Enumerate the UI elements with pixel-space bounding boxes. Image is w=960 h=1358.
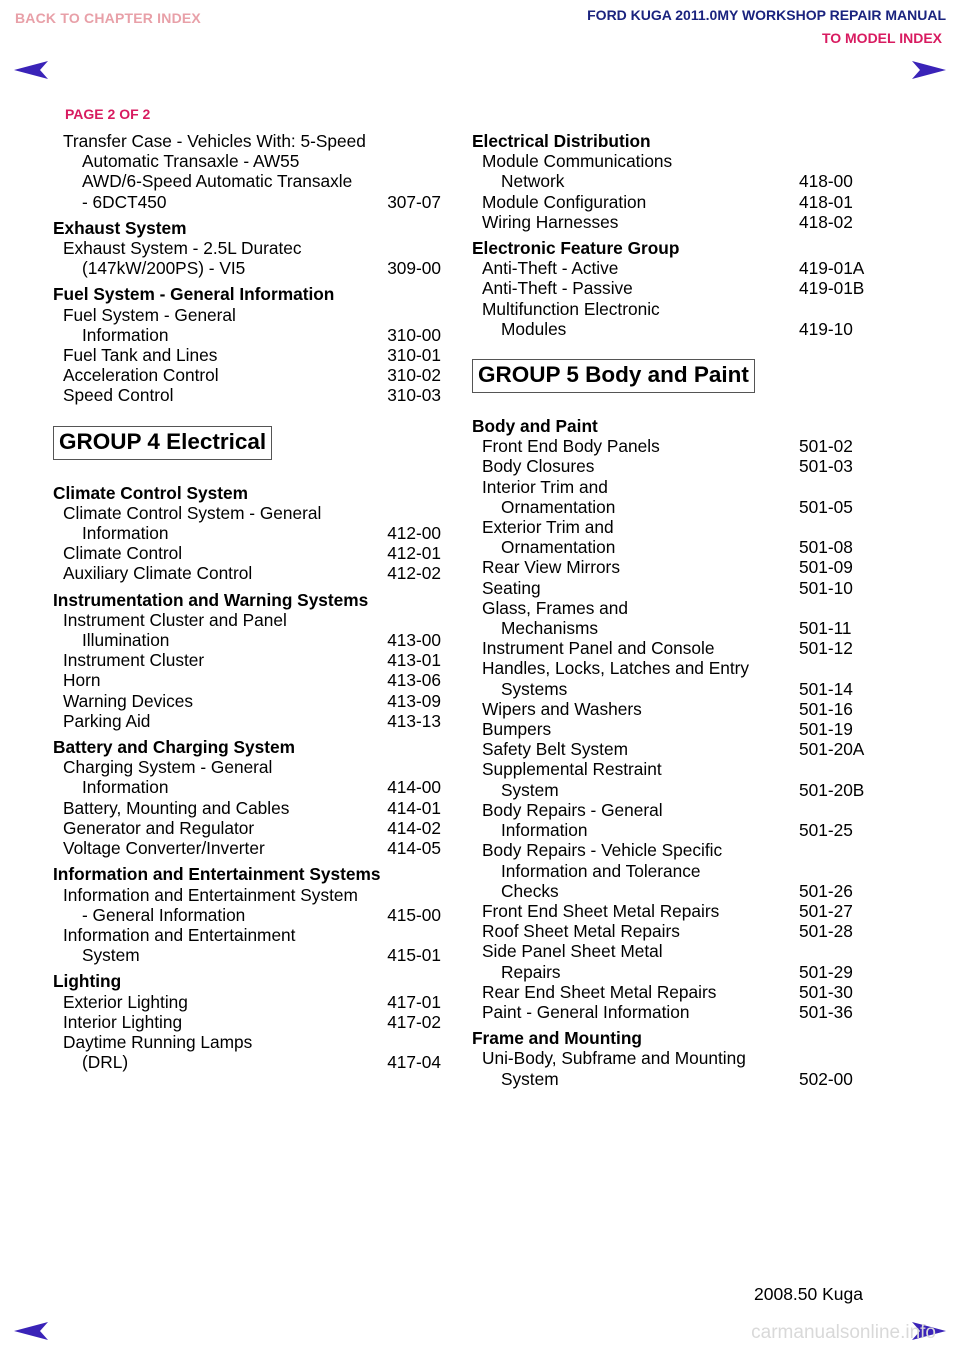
entry-title-line: Anti-Theft - Active — [482, 258, 619, 279]
section-code: 413-06 — [387, 670, 441, 691]
section-code: 501-10 — [799, 577, 853, 598]
index-entry[interactable] — [472, 557, 874, 577]
section-code: 414-05 — [387, 838, 441, 859]
section-code: 412-02 — [387, 563, 441, 584]
entry-title-line: Information — [501, 820, 588, 841]
section-code: 501-12 — [799, 638, 853, 659]
entry-title-line: System — [82, 945, 140, 966]
section-code: 414-02 — [387, 817, 441, 838]
entry-title-line: Horn — [63, 670, 101, 691]
group-title: GROUP 5 Body and Paint — [472, 359, 755, 393]
section-heading: Lighting — [53, 971, 122, 992]
entry-title-line: Exhaust System - 2.5L Duratec — [63, 238, 302, 259]
entry-title-line: Instrument Cluster — [63, 650, 205, 671]
index-entry[interactable] — [472, 982, 874, 1002]
section-code: 502-00 — [799, 1068, 853, 1089]
index-entry[interactable] — [472, 477, 874, 517]
entry-title-line: - 6DCT450 — [82, 191, 167, 212]
entry-title-line: Speed Control — [63, 385, 174, 406]
section-heading: Electrical Distribution — [472, 131, 651, 151]
section-code: 417-01 — [387, 991, 441, 1012]
edition-label: 2008.50 Kuga — [754, 1284, 863, 1304]
index-entry[interactable] — [53, 385, 441, 405]
index-entry[interactable] — [53, 345, 441, 365]
entry-title-line: Acceleration Control — [63, 365, 219, 386]
section-code: 418-01 — [799, 191, 853, 212]
entry-title-line: Anti-Theft - Passive — [482, 278, 633, 299]
index-column-left — [53, 131, 441, 1072]
index-entry[interactable] — [472, 436, 874, 456]
index-entry[interactable] — [53, 925, 441, 965]
section-code: 309-00 — [387, 258, 441, 279]
entry-title-line: Safety Belt System — [482, 739, 628, 760]
section-code: 412-01 — [387, 543, 441, 564]
entry-title-line: Uni-Body, Subframe and Mounting — [482, 1048, 746, 1069]
section-code: 310-02 — [387, 365, 441, 386]
entry-title-line: Battery, Mounting and Cables — [63, 797, 290, 818]
entry-title-line: Glass, Frames and — [482, 597, 628, 618]
section-code: 501-25 — [799, 820, 853, 841]
section-code: 501-09 — [799, 557, 853, 578]
section-code: 415-00 — [387, 904, 441, 925]
section-code: 310-03 — [387, 385, 441, 406]
section-code: 418-02 — [799, 211, 853, 232]
section-code: 417-04 — [387, 1052, 441, 1073]
entry-title-line: Network — [501, 171, 565, 192]
prev-page-arrow-top[interactable] — [13, 60, 49, 80]
section-code: 418-00 — [799, 171, 853, 192]
index-entry[interactable] — [53, 818, 441, 838]
section-code: 414-01 — [387, 797, 441, 818]
entry-title-line: Paint - General Information — [482, 1001, 690, 1022]
index-entry[interactable] — [53, 563, 441, 583]
section-heading: Information and Entertainment Systems — [53, 864, 381, 885]
section-code: 501-16 — [799, 698, 853, 719]
section-code: 419-01B — [799, 278, 865, 299]
index-entry[interactable] — [472, 151, 874, 191]
index-entry[interactable] — [53, 305, 441, 345]
index-entry[interactable] — [472, 598, 874, 638]
index-entry[interactable] — [472, 941, 874, 981]
entry-title-line: Climate Control — [63, 543, 183, 564]
section-code: 501-30 — [799, 981, 853, 1002]
entry-title-line: Generator and Regulator — [63, 817, 255, 838]
entry-title-line: Information — [82, 777, 169, 798]
prev-page-arrow-icon — [13, 60, 49, 80]
entry-title-line: Exterior Lighting — [63, 991, 188, 1012]
index-entry[interactable] — [472, 719, 874, 739]
entry-title-line: Climate Control System - General — [63, 502, 322, 523]
index-entry[interactable] — [472, 739, 874, 759]
section-code: 501-26 — [799, 880, 853, 901]
index-entry[interactable] — [53, 691, 441, 711]
entry-title-line: Body Closures — [482, 456, 595, 477]
index-entry[interactable] — [53, 543, 441, 563]
index-entry[interactable] — [472, 578, 874, 598]
section-code: 307-07 — [387, 191, 441, 212]
section-heading: Climate Control System — [53, 482, 248, 503]
prev-page-arrow-icon — [13, 1321, 49, 1341]
entry-title-line: Information and Tolerance — [501, 860, 701, 881]
section-code: 501-14 — [799, 678, 853, 699]
index-entry[interactable] — [472, 638, 874, 658]
section-code: 310-01 — [387, 345, 441, 366]
entry-title-line: Front End Sheet Metal Repairs — [482, 900, 720, 921]
index-entry[interactable] — [53, 365, 441, 385]
index-entry[interactable] — [53, 610, 441, 650]
section-code: 501-29 — [799, 961, 853, 982]
entry-title-line: Mechanisms — [501, 618, 598, 639]
entry-title-line: Fuel System - General — [63, 304, 236, 325]
entry-title-line: Exterior Trim and — [482, 517, 614, 538]
entry-title-line: Wiring Harnesses — [482, 211, 619, 232]
entry-title-line: Multifunction Electronic — [482, 298, 660, 319]
index-entry[interactable] — [472, 901, 874, 921]
index-entry[interactable] — [53, 131, 441, 212]
entry-title-line: Warning Devices — [63, 690, 193, 711]
entry-title-line: Handles, Locks, Latches and Entry — [482, 658, 750, 679]
entry-title-line: Systems — [501, 678, 568, 699]
entry-title-line: Supplemental Restraint — [482, 759, 662, 780]
index-entry[interactable] — [472, 759, 874, 799]
entry-title-line: Module Configuration — [482, 191, 647, 212]
entry-title-line: (DRL) — [82, 1052, 129, 1073]
index-entry[interactable] — [472, 658, 874, 698]
entry-title-line: Repairs — [501, 961, 561, 982]
section-heading: Frame and Mounting — [472, 1028, 642, 1049]
section-heading: Body and Paint — [472, 416, 598, 437]
index-entry[interactable] — [472, 258, 874, 278]
section-heading: Electronic Feature Group — [472, 238, 680, 259]
next-page-arrow-top[interactable] — [911, 60, 947, 80]
index-entry[interactable] — [53, 670, 441, 690]
index-entry[interactable] — [472, 1002, 874, 1022]
section-code: 501-08 — [799, 537, 853, 558]
section-heading: Battery and Charging System — [53, 737, 295, 758]
entry-title-line: Body Repairs - General — [482, 799, 663, 820]
entry-title-line: Automatic Transaxle - AW55 — [82, 151, 300, 172]
entry-title-line: Information and Entertainment — [63, 924, 296, 945]
entry-title-line: Parking Aid — [63, 710, 151, 731]
section-code: 501-03 — [799, 456, 853, 477]
entry-title-line: Ornamentation — [501, 537, 616, 558]
section-code: 413-01 — [387, 650, 441, 671]
entry-title-line: Modules — [501, 318, 567, 339]
entry-title-line: Interior Lighting — [63, 1011, 183, 1032]
entry-title-line: - General Information — [82, 904, 246, 925]
index-entry[interactable] — [53, 1012, 441, 1032]
entry-title-line: Information and Entertainment System — [63, 884, 358, 905]
entry-title-line: Roof Sheet Metal Repairs — [482, 921, 680, 942]
section-code: 417-02 — [387, 1011, 441, 1032]
section-code: 501-27 — [799, 900, 853, 921]
index-entry[interactable] — [472, 840, 874, 901]
section-code: 419-10 — [799, 318, 853, 339]
entry-title-line: Front End Body Panels — [482, 436, 660, 457]
page-indicator: PAGE 2 OF 2 — [65, 106, 151, 122]
to-model-index-link[interactable]: TO MODEL INDEX — [821, 30, 942, 46]
entry-title-line: Body Repairs - Vehicle Specific — [482, 840, 723, 861]
index-entry[interactable] — [472, 921, 874, 941]
entry-title-line: Transfer Case - Vehicles With: 5-Speed — [63, 131, 366, 151]
index-entry[interactable] — [472, 699, 874, 719]
section-code: 414-00 — [387, 777, 441, 798]
section-code: 501-36 — [799, 1001, 853, 1022]
index-entry[interactable] — [472, 517, 874, 557]
back-to-chapter-index-link[interactable]: BACK TO CHAPTER INDEX — [15, 10, 201, 26]
section-heading: Fuel System - General Information — [53, 284, 335, 305]
index-entry[interactable] — [472, 456, 874, 476]
index-entry[interactable] — [53, 711, 441, 731]
section-code: 501-20A — [799, 739, 865, 760]
section-code: 501-02 — [799, 436, 853, 457]
index-entry[interactable] — [472, 800, 874, 840]
entry-title-line: Bumpers — [482, 719, 552, 740]
index-entry[interactable] — [53, 1032, 441, 1072]
section-code: 501-11 — [799, 618, 852, 639]
index-entry[interactable] — [53, 885, 441, 925]
manual-title: FORD KUGA 2011.0MY WORKSHOP REPAIR MANUAL — [587, 7, 946, 23]
entry-title-line: Charging System - General — [63, 757, 273, 778]
section-code: 412-00 — [387, 523, 441, 544]
section-code: 501-28 — [799, 921, 853, 942]
group-title: GROUP 4 Electrical — [53, 426, 272, 460]
section-code: 501-20B — [799, 779, 865, 800]
entry-title-line: Ornamentation — [501, 496, 616, 517]
index-entry[interactable] — [472, 1048, 874, 1088]
entry-title-line: AWD/6-Speed Automatic Transaxle — [82, 171, 353, 192]
prev-page-arrow-bottom[interactable] — [13, 1321, 49, 1341]
entry-title-line: Instrument Cluster and Panel — [63, 609, 287, 630]
entry-title-line: Seating — [482, 577, 541, 598]
section-code: 413-00 — [387, 630, 441, 651]
section-code: 501-05 — [799, 496, 853, 517]
entry-title-line: Information — [82, 324, 169, 345]
section-code: 310-00 — [387, 324, 441, 345]
entry-title-line: (147kW/200PS) - VI5 — [82, 258, 246, 279]
index-entry[interactable] — [53, 992, 441, 1012]
section-heading: Exhaust System — [53, 217, 187, 238]
watermark: carmanualsonline.info — [751, 1322, 936, 1343]
entry-title-line: Rear End Sheet Metal Repairs — [482, 981, 717, 1002]
index-entry[interactable] — [53, 650, 441, 670]
index-entry[interactable] — [53, 238, 441, 278]
section-code: 501-19 — [799, 719, 853, 740]
entry-title-line: Illumination — [82, 630, 170, 651]
entry-title-line: Checks — [501, 880, 559, 901]
index-entry[interactable] — [472, 299, 874, 339]
index-column-right — [472, 131, 874, 1089]
index-entry[interactable] — [472, 192, 874, 212]
entry-title-line: System — [501, 1068, 559, 1089]
section-code: 413-09 — [387, 690, 441, 711]
entry-title-line: System — [501, 779, 559, 800]
entry-title-line: Module Communications — [482, 151, 673, 172]
index-entry[interactable] — [53, 503, 441, 543]
section-heading: Instrumentation and Warning Systems — [53, 589, 369, 610]
entry-title-line: Information — [82, 523, 169, 544]
entry-title-line: Fuel Tank and Lines — [63, 345, 218, 366]
index-entry[interactable] — [53, 838, 441, 858]
entry-title-line: Instrument Panel and Console — [482, 638, 715, 659]
section-code: 415-01 — [387, 945, 441, 966]
index-entry[interactable] — [53, 798, 441, 818]
entry-title-line: Interior Trim and — [482, 476, 608, 497]
entry-title-line: Auxiliary Climate Control — [63, 563, 253, 584]
entry-title-line: Side Panel Sheet Metal — [482, 941, 663, 962]
index-entry[interactable] — [472, 212, 874, 232]
entry-title-line: Voltage Converter/Inverter — [63, 838, 265, 859]
entry-title-line: Rear View Mirrors — [482, 557, 620, 578]
entry-title-line: Daytime Running Lamps — [63, 1031, 253, 1052]
index-entry[interactable] — [53, 757, 441, 797]
section-code: 419-01A — [799, 258, 865, 279]
index-entry[interactable] — [472, 278, 874, 298]
next-page-arrow-icon — [911, 60, 947, 80]
entry-title-line: Wipers and Washers — [482, 698, 642, 719]
section-code: 413-13 — [387, 710, 441, 731]
